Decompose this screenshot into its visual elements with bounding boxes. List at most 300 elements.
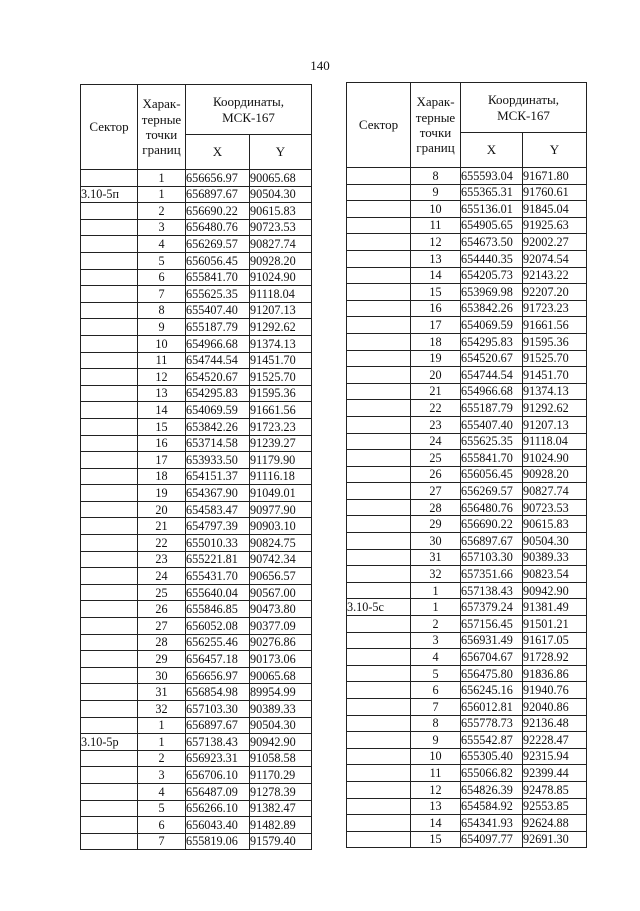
table-row: [81, 352, 312, 369]
point-number-cell: 7: [138, 833, 186, 850]
sector-cell: [81, 385, 138, 402]
table-row: [347, 367, 587, 384]
sector-cell: 3.10-5п: [81, 186, 138, 203]
sector-cell: [81, 750, 138, 767]
sector-cell: [81, 568, 138, 585]
table-row: [347, 250, 587, 267]
point-number-cell: 9: [411, 184, 461, 201]
table-row: [347, 317, 587, 334]
point-number-cell: 19: [411, 350, 461, 367]
point-number-cell: 2: [138, 750, 186, 767]
x-coordinate-cell: 654097.77: [461, 831, 523, 848]
y-coordinate-cell: 91617.05: [523, 632, 587, 649]
y-coordinate-cell: 92478.85: [523, 781, 587, 798]
point-number-cell: 13: [138, 385, 186, 402]
table-row: [81, 402, 312, 419]
x-coordinate-cell: 656052.08: [186, 618, 250, 635]
x-coordinate-cell: 654744.54: [461, 367, 523, 384]
sector-cell: [81, 468, 138, 485]
point-number-cell: 32: [138, 701, 186, 718]
y-coordinate-cell: 90276.86: [250, 634, 312, 651]
header-x: X: [461, 133, 523, 168]
point-number-cell: 19: [138, 485, 186, 502]
point-number-cell: 18: [411, 333, 461, 350]
table-row: [81, 236, 312, 253]
sector-cell: [81, 817, 138, 834]
x-coordinate-cell: 655640.04: [186, 584, 250, 601]
y-coordinate-cell: 90928.20: [523, 466, 587, 483]
y-coordinate-cell: 90742.34: [250, 551, 312, 568]
point-number-cell: 32: [411, 566, 461, 583]
table-row: [81, 219, 312, 236]
y-coordinate-cell: 91118.04: [250, 286, 312, 303]
x-coordinate-cell: 655542.87: [461, 732, 523, 749]
table-row: [81, 701, 312, 718]
point-number-cell: 11: [138, 352, 186, 369]
sector-cell: [81, 369, 138, 386]
table-row: [81, 833, 312, 850]
y-coordinate-cell: 90827.74: [250, 236, 312, 253]
y-coordinate-cell: 92136.48: [523, 715, 587, 732]
point-number-cell: 31: [138, 684, 186, 701]
sector-cell: [81, 219, 138, 236]
y-coordinate-cell: 91451.70: [523, 367, 587, 384]
point-number-cell: 1: [138, 717, 186, 734]
y-coordinate-cell: 90473.80: [250, 601, 312, 618]
y-coordinate-cell: 90615.83: [523, 516, 587, 533]
point-number-cell: 31: [411, 549, 461, 566]
table-row: [81, 717, 312, 734]
table-row: [347, 168, 587, 185]
point-number-cell: 2: [411, 616, 461, 633]
x-coordinate-cell: 656480.76: [461, 499, 523, 516]
x-coordinate-cell: 654367.90: [186, 485, 250, 502]
point-number-cell: 14: [411, 267, 461, 284]
y-coordinate-cell: 91661.56: [250, 402, 312, 419]
point-number-cell: 8: [411, 715, 461, 732]
sector-cell: [347, 765, 411, 782]
sector-cell: [347, 699, 411, 716]
sector-cell: [347, 217, 411, 234]
table-row: [81, 369, 312, 386]
point-number-cell: 4: [138, 236, 186, 253]
sector-cell: [81, 800, 138, 817]
x-coordinate-cell: 654797.39: [186, 518, 250, 535]
header-coordinates: Координаты, МСК-167: [461, 83, 587, 133]
y-coordinate-cell: 91661.56: [523, 317, 587, 334]
table-row: [81, 452, 312, 469]
y-coordinate-cell: 91482.89: [250, 817, 312, 834]
table-row: [81, 435, 312, 452]
y-coordinate-cell: 91723.23: [523, 300, 587, 317]
point-number-cell: 6: [138, 269, 186, 286]
sector-cell: 3.10-5р: [81, 734, 138, 751]
point-number-cell: 24: [411, 433, 461, 450]
y-coordinate-cell: 90823.54: [523, 566, 587, 583]
table-row: [347, 217, 587, 234]
x-coordinate-cell: 655066.82: [461, 765, 523, 782]
y-coordinate-cell: 90942.90: [523, 582, 587, 599]
sector-cell: [347, 483, 411, 500]
y-coordinate-cell: 91024.90: [250, 269, 312, 286]
table-row: [81, 800, 312, 817]
header-points: Харак- терные точки границ: [138, 85, 186, 170]
point-number-cell: 16: [138, 435, 186, 452]
sector-cell: [347, 632, 411, 649]
table-row: [347, 781, 587, 798]
y-coordinate-cell: 91451.70: [250, 352, 312, 369]
table-row: [347, 599, 587, 616]
x-coordinate-cell: 653933.50: [186, 452, 250, 469]
sector-cell: [81, 319, 138, 336]
table-row: [347, 450, 587, 467]
point-number-cell: 1: [411, 582, 461, 599]
x-coordinate-cell: 654826.39: [461, 781, 523, 798]
sector-cell: [347, 184, 411, 201]
y-coordinate-cell: 91723.23: [250, 418, 312, 435]
sector-cell: [81, 601, 138, 618]
table-row: [347, 649, 587, 666]
table-row: [347, 682, 587, 699]
table-row: [81, 651, 312, 668]
table-row: [81, 634, 312, 651]
table-row: [81, 170, 312, 187]
point-number-cell: 23: [138, 551, 186, 568]
sector-cell: [81, 203, 138, 220]
x-coordinate-cell: 657351.66: [461, 566, 523, 583]
sector-cell: [81, 783, 138, 800]
sector-cell: [81, 286, 138, 303]
point-number-cell: 14: [411, 815, 461, 832]
y-coordinate-cell: 91292.62: [523, 400, 587, 417]
x-coordinate-cell: 656269.57: [186, 236, 250, 253]
y-coordinate-cell: 92553.85: [523, 798, 587, 815]
table-row: [81, 302, 312, 319]
x-coordinate-cell: 657103.30: [186, 701, 250, 718]
table-row: [347, 632, 587, 649]
sector-cell: [81, 701, 138, 718]
sector-cell: [81, 485, 138, 502]
table-row: [347, 516, 587, 533]
table-row: [81, 601, 312, 618]
y-coordinate-cell: 90723.53: [250, 219, 312, 236]
table-row: [347, 466, 587, 483]
header-sector: Сектор: [347, 83, 411, 168]
point-number-cell: 10: [411, 201, 461, 218]
point-number-cell: 12: [411, 781, 461, 798]
point-number-cell: 20: [411, 367, 461, 384]
y-coordinate-cell: 91058.58: [250, 750, 312, 767]
x-coordinate-cell: 655136.01: [461, 201, 523, 218]
table-row: [347, 234, 587, 251]
table-row: [81, 551, 312, 568]
x-coordinate-cell: 653842.26: [461, 300, 523, 317]
x-coordinate-cell: 656897.67: [186, 717, 250, 734]
point-number-cell: 1: [411, 599, 461, 616]
point-number-cell: 18: [138, 468, 186, 485]
sector-cell: [347, 533, 411, 550]
table-row: [347, 400, 587, 417]
x-coordinate-cell: 657156.45: [461, 616, 523, 633]
x-coordinate-cell: 654069.59: [186, 402, 250, 419]
y-coordinate-cell: 90977.90: [250, 501, 312, 518]
x-coordinate-cell: 655819.06: [186, 833, 250, 850]
sector-cell: [347, 649, 411, 666]
sector-cell: [81, 651, 138, 668]
x-coordinate-cell: 657138.43: [461, 582, 523, 599]
x-coordinate-cell: 656854.98: [186, 684, 250, 701]
header-points: Харак- терные точки границ: [411, 83, 461, 168]
y-coordinate-cell: 91836.86: [523, 665, 587, 682]
x-coordinate-cell: 654520.67: [186, 369, 250, 386]
x-coordinate-cell: 654905.65: [461, 217, 523, 234]
sector-cell: [81, 634, 138, 651]
x-coordinate-cell: 656475.80: [461, 665, 523, 682]
x-coordinate-cell: 654341.93: [461, 815, 523, 832]
x-coordinate-cell: 654151.37: [186, 468, 250, 485]
point-number-cell: 28: [138, 634, 186, 651]
x-coordinate-cell: 656690.22: [186, 203, 250, 220]
x-coordinate-cell: 656266.10: [186, 800, 250, 817]
x-coordinate-cell: 655778.73: [461, 715, 523, 732]
table-row: [81, 734, 312, 751]
point-number-cell: 16: [411, 300, 461, 317]
sector-cell: [347, 499, 411, 516]
y-coordinate-cell: 91207.13: [523, 416, 587, 433]
x-coordinate-cell: 657138.43: [186, 734, 250, 751]
x-coordinate-cell: 655846.85: [186, 601, 250, 618]
point-number-cell: 20: [138, 501, 186, 518]
table-row: [347, 831, 587, 848]
y-coordinate-cell: 91525.70: [250, 369, 312, 386]
table-row: [347, 333, 587, 350]
y-coordinate-cell: 92074.54: [523, 250, 587, 267]
point-number-cell: 7: [411, 699, 461, 716]
y-coordinate-cell: 91579.40: [250, 833, 312, 850]
table-row: [347, 416, 587, 433]
table-row: [347, 798, 587, 815]
table-row: [81, 667, 312, 684]
x-coordinate-cell: 654744.54: [186, 352, 250, 369]
table-row: [347, 765, 587, 782]
x-coordinate-cell: 656923.31: [186, 750, 250, 767]
x-coordinate-cell: 654520.67: [461, 350, 523, 367]
sector-cell: [347, 566, 411, 583]
y-coordinate-cell: 90928.20: [250, 252, 312, 269]
x-coordinate-cell: 655305.40: [461, 748, 523, 765]
sector-cell: [347, 682, 411, 699]
sector-cell: [81, 170, 138, 187]
sector-cell: [347, 781, 411, 798]
x-coordinate-cell: 656480.76: [186, 219, 250, 236]
sector-cell: [81, 402, 138, 419]
point-number-cell: 4: [138, 783, 186, 800]
table-row: [347, 815, 587, 832]
y-coordinate-cell: 91179.90: [250, 452, 312, 469]
point-number-cell: 3: [411, 632, 461, 649]
y-coordinate-cell: 91925.63: [523, 217, 587, 234]
table-row: [347, 715, 587, 732]
y-coordinate-cell: 91595.36: [523, 333, 587, 350]
y-coordinate-cell: 90377.09: [250, 618, 312, 635]
y-coordinate-cell: 91292.62: [250, 319, 312, 336]
point-number-cell: 11: [411, 765, 461, 782]
table-row: [347, 616, 587, 633]
header-y: Y: [523, 133, 587, 168]
point-number-cell: 8: [138, 302, 186, 319]
point-number-cell: 1: [138, 186, 186, 203]
x-coordinate-cell: 655841.70: [461, 450, 523, 467]
y-coordinate-cell: 91207.13: [250, 302, 312, 319]
point-number-cell: 15: [411, 831, 461, 848]
sector-cell: [347, 433, 411, 450]
coordinates-table-right: [346, 82, 587, 848]
point-number-cell: 10: [138, 335, 186, 352]
sector-cell: [347, 416, 411, 433]
y-coordinate-cell: 91381.49: [523, 599, 587, 616]
x-coordinate-cell: 653714.58: [186, 435, 250, 452]
point-number-cell: 15: [411, 284, 461, 301]
table-row: [81, 319, 312, 336]
point-number-cell: 17: [411, 317, 461, 334]
x-coordinate-cell: 655625.35: [186, 286, 250, 303]
table-row: [81, 418, 312, 435]
table-row: [81, 286, 312, 303]
sector-cell: [347, 732, 411, 749]
sector-cell: [347, 831, 411, 848]
point-number-cell: 28: [411, 499, 461, 516]
sector-cell: [347, 466, 411, 483]
y-coordinate-cell: 91118.04: [523, 433, 587, 450]
y-coordinate-cell: 92228.47: [523, 732, 587, 749]
y-coordinate-cell: 92691.30: [523, 831, 587, 848]
table-row: [347, 732, 587, 749]
y-coordinate-cell: 91024.90: [523, 450, 587, 467]
x-coordinate-cell: 656690.22: [461, 516, 523, 533]
sector-cell: [347, 815, 411, 832]
y-coordinate-cell: 91595.36: [250, 385, 312, 402]
y-coordinate-cell: 91728.92: [523, 649, 587, 666]
sector-cell: [81, 302, 138, 319]
point-number-cell: 26: [411, 466, 461, 483]
table-row: [347, 533, 587, 550]
table-row: [81, 518, 312, 535]
point-number-cell: 17: [138, 452, 186, 469]
x-coordinate-cell: 653842.26: [186, 418, 250, 435]
x-coordinate-cell: 654584.92: [461, 798, 523, 815]
point-number-cell: 15: [138, 418, 186, 435]
sector-cell: [347, 168, 411, 185]
y-coordinate-cell: 90504.30: [523, 533, 587, 550]
sector-cell: [81, 352, 138, 369]
x-coordinate-cell: 654440.35: [461, 250, 523, 267]
sector-cell: [81, 252, 138, 269]
x-coordinate-cell: 656656.97: [186, 170, 250, 187]
x-coordinate-cell: 655010.33: [186, 535, 250, 552]
sector-cell: 3.10-5с: [347, 599, 411, 616]
x-coordinate-cell: 655431.70: [186, 568, 250, 585]
table-row: [347, 549, 587, 566]
y-coordinate-cell: 90903.10: [250, 518, 312, 535]
point-number-cell: 5: [138, 252, 186, 269]
point-number-cell: 25: [138, 584, 186, 601]
table-row: [81, 535, 312, 552]
header-x: X: [186, 135, 250, 170]
y-coordinate-cell: 91116.18: [250, 468, 312, 485]
table-row: [81, 485, 312, 502]
point-number-cell: 5: [138, 800, 186, 817]
y-coordinate-cell: 90065.68: [250, 170, 312, 187]
x-coordinate-cell: 656706.10: [186, 767, 250, 784]
sector-cell: [347, 367, 411, 384]
x-coordinate-cell: 653969.98: [461, 284, 523, 301]
y-coordinate-cell: 92040.86: [523, 699, 587, 716]
table-row: [81, 618, 312, 635]
y-coordinate-cell: 91760.61: [523, 184, 587, 201]
table-row: [81, 468, 312, 485]
sector-cell: [81, 335, 138, 352]
table-row: [81, 385, 312, 402]
x-coordinate-cell: 656269.57: [461, 483, 523, 500]
table-row: [347, 284, 587, 301]
sector-cell: [347, 201, 411, 218]
sector-cell: [81, 535, 138, 552]
point-number-cell: 21: [138, 518, 186, 535]
y-coordinate-cell: 92207.20: [523, 284, 587, 301]
x-coordinate-cell: 656056.45: [186, 252, 250, 269]
x-coordinate-cell: 654295.83: [461, 333, 523, 350]
table-row: [347, 300, 587, 317]
table-row: [347, 184, 587, 201]
point-number-cell: 6: [138, 817, 186, 834]
table-row: [81, 750, 312, 767]
point-number-cell: 24: [138, 568, 186, 585]
point-number-cell: 1: [138, 170, 186, 187]
sector-cell: [347, 616, 411, 633]
x-coordinate-cell: 656012.81: [461, 699, 523, 716]
sector-cell: [347, 250, 411, 267]
table-row: [347, 499, 587, 516]
y-coordinate-cell: 92002.27: [523, 234, 587, 251]
coordinates-table-left: [80, 84, 312, 850]
sector-cell: [347, 798, 411, 815]
x-coordinate-cell: 656897.67: [186, 186, 250, 203]
sector-cell: [81, 618, 138, 635]
y-coordinate-cell: 90567.00: [250, 584, 312, 601]
sector-cell: [81, 833, 138, 850]
table-body-right: [347, 168, 587, 848]
table-row: [347, 748, 587, 765]
x-coordinate-cell: 656457.18: [186, 651, 250, 668]
point-number-cell: 4: [411, 649, 461, 666]
point-number-cell: 3: [138, 767, 186, 784]
point-number-cell: 3: [138, 219, 186, 236]
y-coordinate-cell: 90173.06: [250, 651, 312, 668]
table-row: [347, 566, 587, 583]
sector-cell: [81, 452, 138, 469]
x-coordinate-cell: 655187.79: [461, 400, 523, 417]
y-coordinate-cell: 91845.04: [523, 201, 587, 218]
x-coordinate-cell: 656656.97: [186, 667, 250, 684]
table-row: [347, 267, 587, 284]
point-number-cell: 29: [138, 651, 186, 668]
table-row: [81, 203, 312, 220]
x-coordinate-cell: 655625.35: [461, 433, 523, 450]
sector-cell: [347, 267, 411, 284]
y-coordinate-cell: 91671.80: [523, 168, 587, 185]
table-row: [81, 783, 312, 800]
point-number-cell: 10: [411, 748, 461, 765]
